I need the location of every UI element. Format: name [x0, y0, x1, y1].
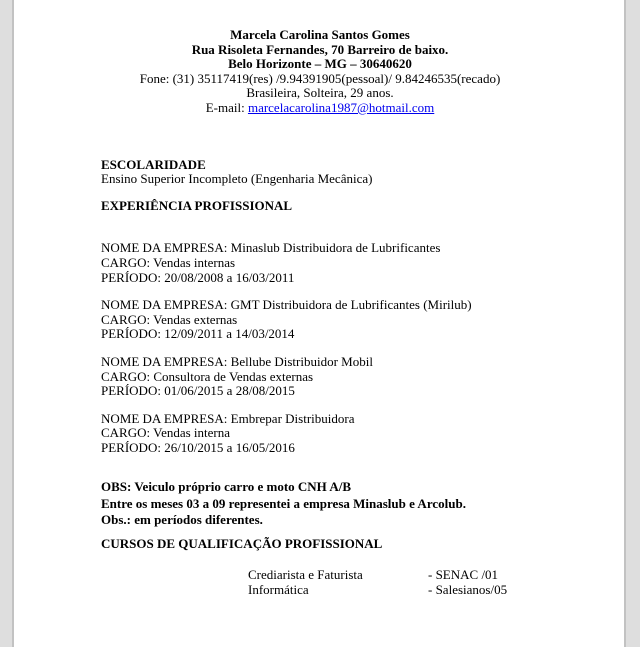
- job-entry: [101, 241, 539, 285]
- note-vehicle: OBS: Veiculo próprio carro e moto CNH A/B: [101, 479, 352, 495]
- job-entry: [101, 298, 539, 342]
- job-role: CARGO: Vendas internas: [101, 254, 236, 270]
- candidate-phone: Fone: (31) 35117419(res) /9.94391905(pessoal)/ 9.84246535(recado): [139, 70, 501, 86]
- notes-section: [101, 479, 539, 528]
- course-provider: - Salesianos/05: [428, 581, 508, 597]
- job-period: PERÍODO: 12/09/2011 a 14/03/2014: [101, 326, 295, 342]
- email-label: E-mail:: [205, 99, 248, 115]
- candidate-personal-info: Brasileira, Solteira, 29 anos.: [246, 85, 394, 101]
- left-page-gutter: [0, 0, 14, 647]
- job-period: PERÍODO: 20/08/2008 a 16/03/2011: [101, 269, 295, 285]
- job-company: NOME DA EMPRESA: GMT Distribuidora de Lubrificantes (Mirilub): [101, 297, 472, 313]
- education-section: [101, 158, 539, 187]
- job-period: PERÍODO: 26/10/2015 a 16/05/2016: [101, 439, 295, 455]
- note-representation: Entre os meses 03 a 09 representei a empresa Minaslub e Arcolub.: [101, 495, 466, 511]
- course-entry: [101, 568, 539, 583]
- course-provider: - SENAC /01: [428, 567, 499, 583]
- candidate-address: Rua Risoleta Fernandes, 70 Barreiro de baixo.: [191, 41, 449, 57]
- course-name: Informática: [248, 581, 309, 597]
- course-entry: [101, 583, 539, 598]
- education-heading: ESCOLARIDADE: [101, 156, 206, 172]
- right-page-gutter: [624, 0, 640, 647]
- candidate-name: Marcela Carolina Santos Gomes: [230, 27, 410, 42]
- candidate-email-line: [101, 101, 539, 116]
- job-role: CARGO: Vendas externas: [101, 311, 238, 327]
- candidate-city: Belo Horizonte – MG – 30640620: [228, 56, 412, 72]
- email-link[interactable]: marcelacarolina1987@hotmail.com: [247, 99, 435, 115]
- job-company: NOME DA EMPRESA: Minaslub Distribuidora de Lubrificantes: [101, 240, 441, 256]
- job-company: NOME DA EMPRESA: Embrepar Distribuidora: [101, 410, 355, 426]
- resume-page: [101, 0, 539, 597]
- job-role: CARGO: Consultora de Vendas externas: [101, 368, 314, 384]
- job-company: NOME DA EMPRESA: Bellube Distribuidor Mobil: [101, 353, 373, 369]
- note-periods: Obs.: em períodos diferentes.: [101, 512, 263, 528]
- job-period: PERÍODO: 01/06/2015 a 28/08/2015: [101, 383, 295, 399]
- resume-header: [101, 28, 539, 116]
- job-role: CARGO: Vendas interna: [101, 425, 231, 441]
- course-name: Crediarista e Faturista: [248, 567, 363, 583]
- education-detail: Ensino Superior Incompleto (Engenharia Mecânica): [101, 171, 373, 187]
- job-entry: [101, 412, 539, 456]
- experience-heading: EXPERIÊNCIA PROFISSIONAL: [101, 197, 293, 213]
- job-entry: [101, 355, 539, 399]
- courses-heading: CURSOS DE QUALIFICAÇÃO PROFISSIONAL: [101, 535, 383, 551]
